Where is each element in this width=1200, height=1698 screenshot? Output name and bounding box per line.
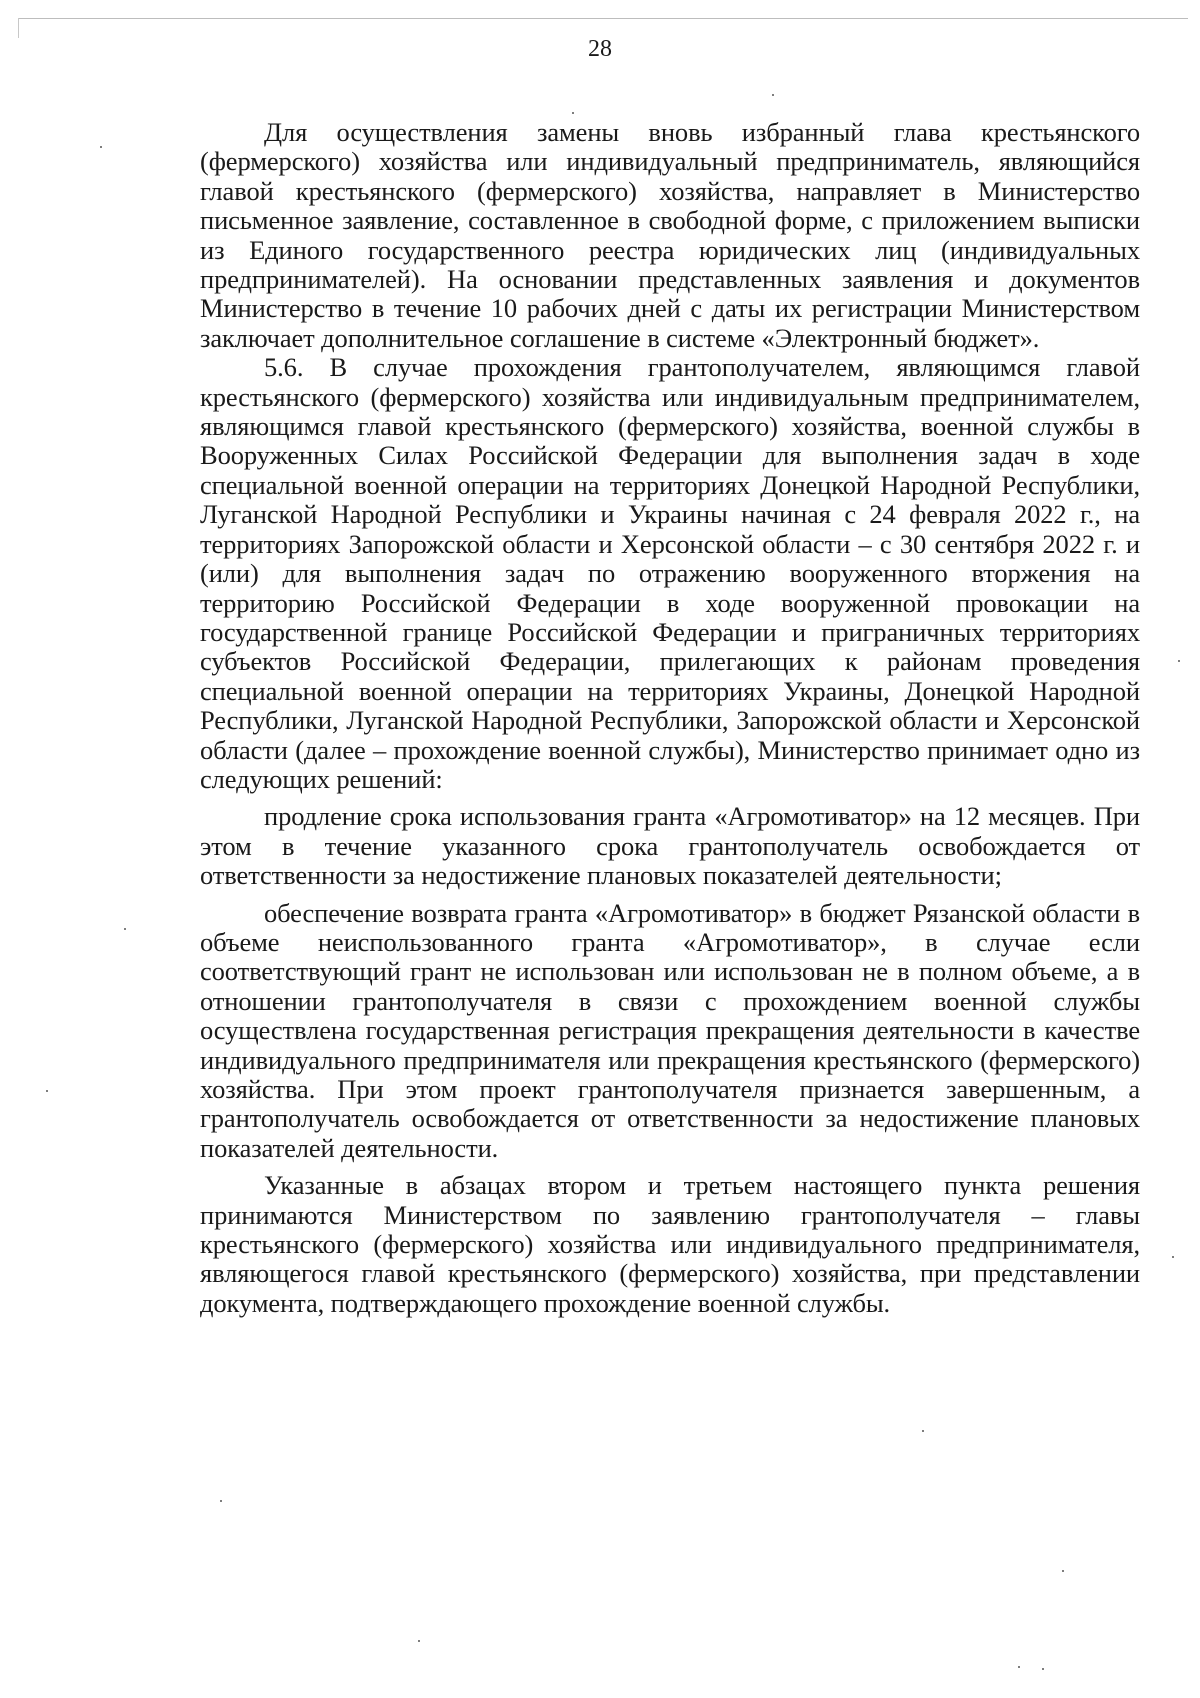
paragraph-grant-extension: продление срока использования гранта «Агромотиватор» на 12 месяцев. При этом в течение указанного срока грантополучатель освобождается от ответственности за недостижение плановых показателей деятельности; — [200, 801, 1140, 891]
paragraph-grant-return: обеспечение возврата гранта «Агромотиватор» в бюджет Рязанской области в объеме неиспользованного гранта «Агромотиватор», в случае если соответствующий грант не использован или использован не в полном объеме, а в отношении грантополучателя в связи с прохождением военной службы осуществлена государственная регистрация прекращения деятельности в качестве индивидуального предпринимателя или прекращения крестьянского (фермерского) хозяйства. При этом проект грантополучателя признается завершенным, а грантополучатель освобождается от ответственности за недостижение плановых показателей деятельности. — [200, 897, 1140, 1163]
page-number: 28 — [588, 36, 612, 62]
scan-speck — [1062, 1570, 1064, 1572]
scan-top-edge — [18, 18, 1188, 19]
scan-speck — [922, 1430, 924, 1432]
scan-speck — [418, 1640, 420, 1642]
scan-speck — [1172, 1256, 1174, 1258]
scan-speck — [572, 112, 574, 114]
scan-speck — [1178, 660, 1180, 662]
paragraph-5-6-military-service: 5.6. В случае прохождения грантополучателем, являющимся главой крестьянского (фермерского) хозяйства или индивидуальным предпринимателем, являющимся главой крестьянского (фермерского) хозяйства, военной службы в Вооруженных Силах Российской Федерации для выполнения задач в ходе специальной военной операции на территориях Донецкой Народной Республики, Луганской Народной Республики и Украины начиная с 24 февраля 2022 г., на территориях Запорожской области и Херсонской области – с 30 сентября 2022 г. и (или) для выполнения задач по отражению вооруженного вторжения на территорию Российской Федерации в ходе вооруженной провокации на государственной границе Российской Федерации и приграничных территориях субъектов Российской Федерации, прилегающих к районам проведения специальной военной операции на территориях Украины, Донецкой Народной Республики, Луганской Народной Республики, Запорожской области и Херсонской области (далее – прохождение военной службы), Министерство принимает одно из следующих решений: — [200, 352, 1140, 794]
paragraph-replacement-procedure: Для осуществления замены вновь избранный глава крестьянского (фермерского) хозяйства или индивидуальный предприниматель, являющийся главой крестьянского (фермерского) хозяйства, направляет в Министерство письменное заявление, составленное в свободной форме, с приложением выписки из Единого государственного реестра юридических лиц (индивидуальных предпринимателей). На основании представленных заявления и документов Министерство в течение 10 рабочих дней с даты их регистрации Министерством заключает дополнительное соглашение в системе «Электронный бюджет». — [200, 117, 1140, 353]
scan-speck — [124, 928, 126, 930]
scan-speck — [220, 1500, 222, 1502]
document-body — [200, 118, 1140, 1318]
scan-speck — [46, 1090, 48, 1092]
paragraph-decision-conditions: Указанные в абзацах втором и третьем настоящего пункта решения принимаются Министерством по заявлению грантополучателя – главы крестьянского (фермерского) хозяйства или индивидуального предпринимателя, являющегося главой крестьянского (фермерского) хозяйства, при представлении документа, подтверждающего прохождение военной службы. — [200, 1170, 1140, 1318]
scan-speck — [100, 146, 102, 148]
scan-speck — [772, 94, 774, 96]
scan-speck — [1018, 1666, 1020, 1668]
scan-speck — [1042, 1668, 1044, 1670]
